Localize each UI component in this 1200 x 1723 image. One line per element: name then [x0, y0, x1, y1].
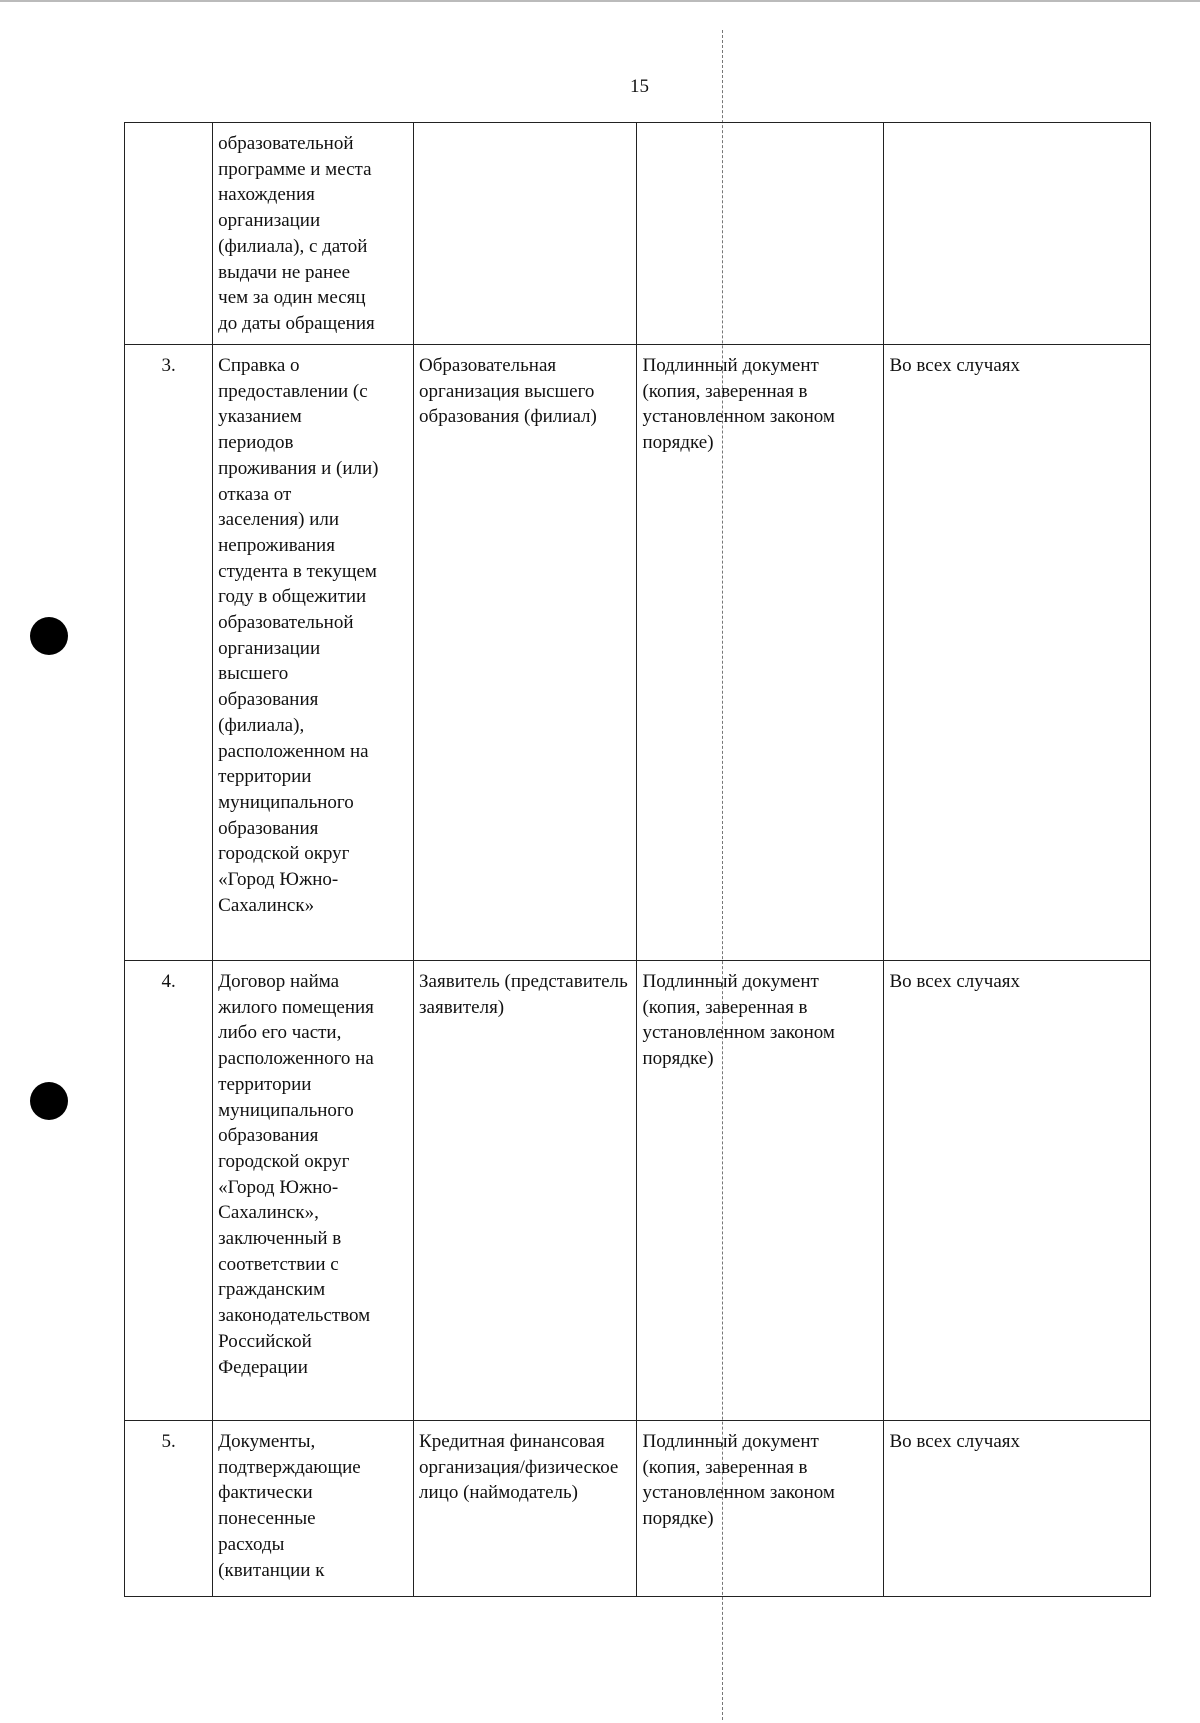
document-name-line: (филиала), с датой	[218, 235, 368, 257]
table-row	[125, 1421, 1151, 1597]
document-name-line: либо его части,	[218, 1022, 342, 1044]
document-name-line: муниципального	[218, 1099, 354, 1121]
document-name-line: городской округ	[218, 843, 350, 865]
document-name-line: образовательной	[218, 612, 354, 634]
document-condition	[884, 123, 1151, 345]
document-name-line: фактически	[218, 1482, 313, 1504]
punch-hole-mark	[30, 1082, 68, 1120]
document-name-line: соответствии с	[218, 1253, 339, 1275]
table-row	[125, 123, 1151, 345]
document-source: Кредитная финансовая организация/физическое лицо (наймодатель)	[414, 1421, 637, 1597]
document-name-line: (филиала),	[218, 714, 305, 736]
document-name-line: отказа от	[218, 483, 292, 505]
document-name-line: подтверждающие	[218, 1456, 361, 1478]
table-row	[125, 345, 1151, 961]
document-type: Подлинный документ (копия, заверенная в установленном законом порядке)	[637, 961, 884, 1421]
document-name-line: «Город Южно-	[218, 1176, 339, 1198]
document-name-line: расходы	[218, 1533, 285, 1555]
document-name-line: указанием	[218, 406, 302, 428]
document-name-line: расположенного на	[218, 1048, 374, 1070]
row-number: 4.	[125, 961, 213, 1421]
document-name-line: образования	[218, 817, 319, 839]
document-name-line: студента в текущем	[218, 560, 377, 582]
document-name-line: заключенный в	[218, 1228, 342, 1250]
row-number: 5.	[125, 1421, 213, 1597]
document-name-line: (квитанции к	[218, 1559, 325, 1581]
document-name-line: Сахалинск»	[218, 894, 315, 916]
document-name-line: образовательной	[218, 133, 354, 154]
document-name-line: периодов	[218, 432, 294, 454]
document-name-line: расположенном на	[218, 740, 369, 762]
punch-hole-mark	[30, 617, 68, 655]
document-type	[637, 123, 884, 345]
document-name-line: гражданским	[218, 1279, 326, 1301]
page-top-edge	[0, 0, 1200, 2]
document-condition: Во всех случаях	[884, 1421, 1151, 1597]
document-name-line: организации	[218, 210, 321, 232]
document-name-line: понесенные	[218, 1508, 316, 1530]
document-name-line: предоставлении (с	[218, 380, 368, 402]
document-name-line: Документы,	[218, 1431, 316, 1452]
document-source: Заявитель (представитель заявителя)	[414, 961, 637, 1421]
document-name-line: Справка о	[218, 355, 300, 376]
document-name-line: образования	[218, 689, 319, 711]
document-source: Образовательная организация высшего образования (филиал)	[414, 345, 637, 961]
row-number: 3.	[125, 345, 213, 961]
document-name-line: Федерации	[218, 1356, 308, 1378]
document-name	[213, 1421, 414, 1597]
document-name-line: нахождения	[218, 184, 315, 206]
document-name-line: до даты обращения	[218, 312, 375, 334]
document-name-line: Договор найма	[218, 971, 340, 992]
documents-table	[124, 122, 1151, 1597]
document-name-line: непроживания	[218, 534, 335, 556]
page-number: 15	[630, 76, 649, 97]
document-name	[213, 345, 414, 961]
document-source	[414, 123, 637, 345]
document-name-line: чем за один месяц	[218, 287, 366, 309]
document-name-line: организации	[218, 637, 321, 659]
document-name-line: «Город Южно-	[218, 869, 339, 891]
document-name-line: территории	[218, 1073, 312, 1095]
document-name-line: законодательством	[218, 1305, 371, 1327]
document-name	[213, 123, 414, 345]
document-name-line: муниципального	[218, 791, 354, 813]
document-name-line: программе и места	[218, 158, 372, 180]
document-name	[213, 961, 414, 1421]
document-name-line: образования	[218, 1125, 319, 1147]
document-name-line: Российской	[218, 1330, 312, 1352]
document-type: Подлинный документ (копия, заверенная в установленном законом порядке)	[637, 345, 884, 961]
document-name-line: году в общежитии	[218, 586, 367, 608]
document-name-line: Сахалинск»,	[218, 1202, 319, 1224]
document-name-line: жилого помещения	[218, 996, 374, 1018]
document-type: Подлинный документ (копия, заверенная в установленном законом порядке)	[637, 1421, 884, 1597]
row-number	[125, 123, 213, 345]
document-condition: Во всех случаях	[884, 961, 1151, 1421]
document-name-line: выдачи не ранее	[218, 261, 351, 283]
table-row	[125, 961, 1151, 1421]
document-name-line: территории	[218, 766, 312, 788]
document-name-line: проживания и (или)	[218, 457, 379, 479]
document-name-line: городской округ	[218, 1150, 350, 1172]
document-name-line: высшего	[218, 663, 289, 685]
document-name-line: заселения) или	[218, 509, 340, 531]
document-condition: Во всех случаях	[884, 345, 1151, 961]
